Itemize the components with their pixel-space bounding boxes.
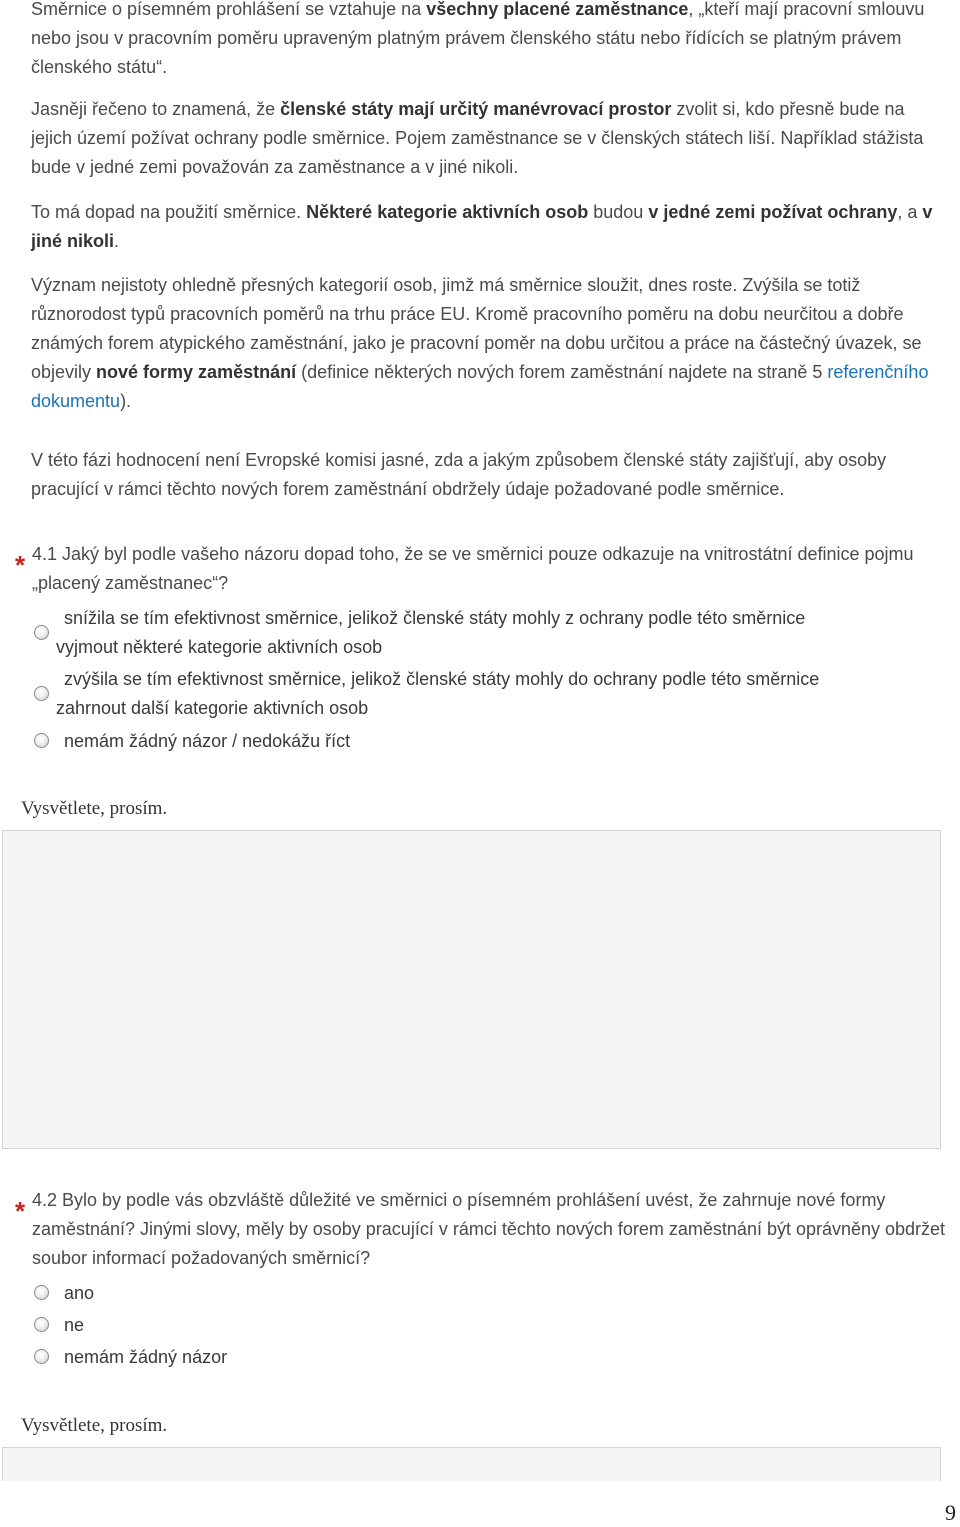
explain-textarea-2[interactable] (2, 1447, 941, 1481)
explain-label: Vysvětlete, prosím. (21, 798, 168, 819)
intro-paragraph-5: V této fázi hodnocení není Evropské komisi jasné, zda a jakým způsobem členské státy zajišťují, aby osoby pracující v rámci těchto nových forem zaměstnání obdržely údaje požadované podle směrnice. (31, 450, 887, 499)
intro-paragraph-4: Význam nejistoty ohledně přesných kategorií osob, jimž má směrnice sloužit, dnes roste. Zvýšila se totiž různorodost typů pracovních poměrů na trhu práce EU. Kromě pracovního poměru na dobu neurčitou a dobře známých forem atypického zaměstnání, jako je pracovní poměr na dobu určitou a práce na částečný úvazek, se objevily nové formy zaměstnání (definice některých nových forem zaměstnání najdete na straně 5 referenčního dokumentu). (31, 275, 929, 411)
radio-button[interactable] (34, 625, 49, 640)
option-label-continued: zahrnout další kategorie aktivních osob (56, 698, 369, 718)
q1-option-3[interactable] (32, 727, 922, 757)
explain-label-2: Vysvětlete, prosím. (21, 1415, 168, 1436)
radio-button[interactable] (34, 1317, 49, 1332)
radio-button[interactable] (34, 686, 49, 701)
question-4-1-text: 4.1 Jaký byl podle vašeho názoru dopad toho, že se ve směrnici pouze odkazuje na vnitrostátní definice pojmu „placený zaměstnanec“? (32, 544, 914, 593)
page-number: 9 (945, 1500, 956, 1525)
option-label: nemám žádný názor (64, 1347, 228, 1367)
question-4-2-text: 4.2 Bylo by podle vás obzvláště důležité ve směrnici o písemném prohlášení uvést, že zahrnuje nové formy zaměstnání? Jinými slovy, měly by osoby pracující v rámci těchto nových forem zaměstnání být oprávněny obdržet soubor informací požadovaných směrnicí? (32, 1190, 946, 1268)
intro-paragraph-3: To má dopad na použití směrnice. Některé kategorie aktivních osob budou v jedné zemi požívat ochrany, a v jiné nikoli. (31, 202, 933, 251)
radio-button[interactable] (34, 1285, 49, 1300)
reference-document-link[interactable]: referenčního dokumentu (31, 362, 929, 411)
intro-paragraph-2: Jasněji řečeno to znamená, že členské státy mají určitý manévrovací prostor zvolit si, kdo přesně bude na jejich území požívat ochrany podle směrnice. Pojem zaměstnance se v členských státech liší. Například stážista bude v jedné zemi považován za zaměstnance a v jiné nikoli. (31, 99, 924, 177)
q2-option-no-opinion[interactable] (32, 1343, 922, 1373)
radio-button[interactable] (34, 733, 49, 748)
required-asterisk: * (15, 1196, 26, 1226)
q1-option-2[interactable] (32, 665, 922, 725)
q2-option-ano[interactable] (32, 1279, 922, 1309)
option-label: ano (64, 1283, 95, 1303)
option-label: nemám žádný názor / nedokážu říct (64, 731, 351, 751)
q1-option-1[interactable] (32, 604, 922, 664)
option-label: ne (64, 1315, 85, 1335)
required-asterisk: * (15, 550, 26, 580)
option-label: zvýšila se tím efektivnost směrnice, jelikož členské státy mohly do ochrany podle této směrnice (64, 669, 820, 689)
q2-option-ne[interactable] (32, 1311, 922, 1341)
radio-button[interactable] (34, 1349, 49, 1364)
option-label: snížila se tím efektivnost směrnice, jelikož členské státy mohly z ochrany podle této směrnice (64, 608, 806, 628)
option-label-continued: vyjmout některé kategorie aktivních osob (56, 637, 383, 657)
intro-paragraph-1: Směrnice o písemném prohlášení se vztahuje na všechny placené zaměstnance, „kteří mají pracovní smlouvu nebo jsou v pracovním poměru upraveným platným právem členského státu nebo řídících se platným právem členského státu“. (31, 0, 925, 77)
explain-textarea[interactable] (2, 830, 941, 1149)
